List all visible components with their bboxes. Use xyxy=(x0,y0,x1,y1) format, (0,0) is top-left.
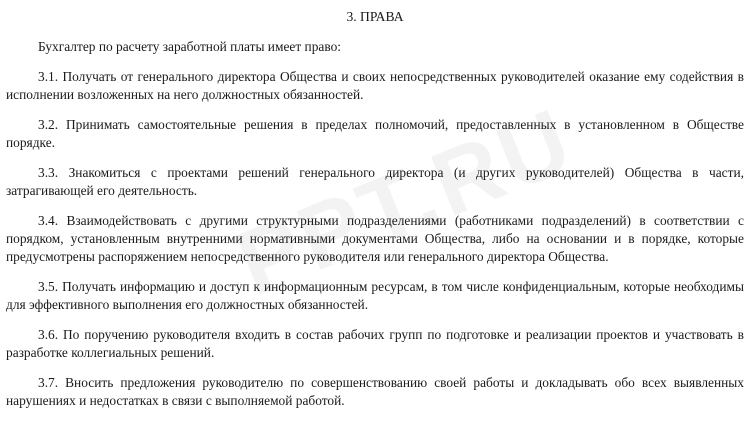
right-item-3-3: 3.3. Знакомиться с проектами решений генерального директора (и других руководителей) Общества в части, затрагивающей его деятельность. xyxy=(6,165,744,198)
right-item-3-1: 3.1. Получать от генерального директора Общества и своих непосредственных руководителей оказание ему содействия в исполнении возложенных на него должностных обязанностей. xyxy=(6,69,744,102)
right-item-3-6: 3.6. По поручению руководителя входить в состав рабочих групп по подготовке и реализации проектов и участвовать в разработке коллегиальных решений. xyxy=(6,327,744,360)
right-item-3-5: 3.5. Получать информацию и доступ к информационным ресурсам, в том числе конфиденциальным, которые необходимы для эффективного выполнения его должностных обязанностей. xyxy=(6,279,744,312)
section-title: 3. ПРАВА xyxy=(346,9,404,24)
right-item-3-4: 3.4. Взаимодействовать с другими структурными подразделениями (работниками подразделений) в соответствии с порядком, установленным внутренними нормативными документами Общества, либо на основании и в порядке, которые предусмотрены распоряжением непосредственного руководителя или генерального директора Общества. xyxy=(6,213,744,264)
right-item-3-2: 3.2. Принимать самостоятельные решения в пределах полномочий, предоставленных в установленном в Обществе порядке. xyxy=(6,117,744,150)
intro-paragraph: Бухгалтер по расчету заработной платы имеет право: xyxy=(38,39,341,54)
right-item-3-7: 3.7. Вносить предложения руководителю по совершенствованию своей работы и докладывать обо всех выявленных нарушениях и недостатках в связи с выполняемой работой. xyxy=(6,375,744,408)
document-body xyxy=(6,8,744,410)
